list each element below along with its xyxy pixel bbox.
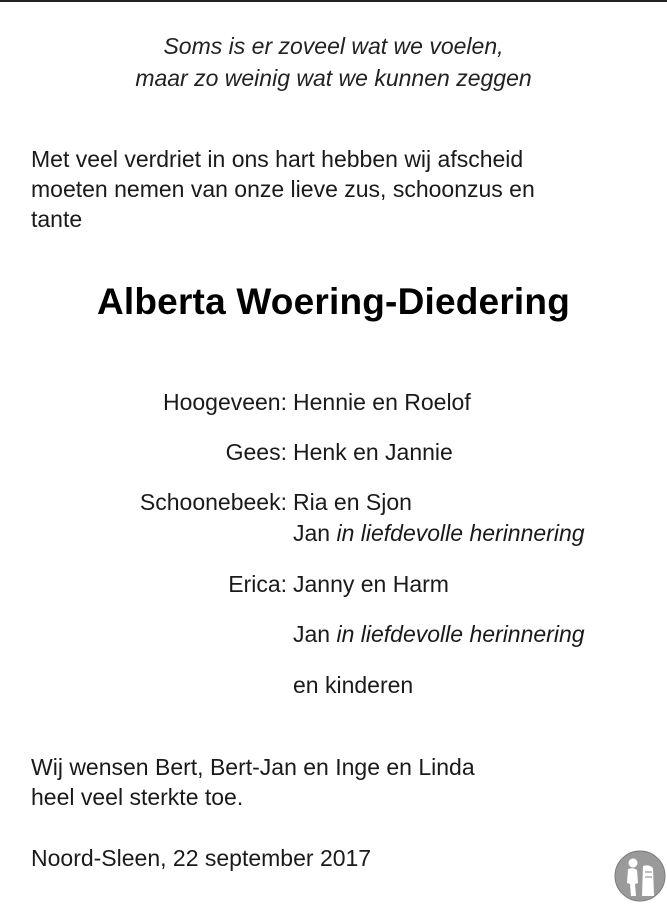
relative-memorial xyxy=(293,618,585,650)
relative-memorial xyxy=(293,517,585,549)
quote-line-2: maar zo weinig wat we kunnen zeggen xyxy=(135,65,532,91)
relative-names: Ria en Sjon xyxy=(293,489,412,515)
relative-names: Jan xyxy=(293,520,331,546)
opening-quote xyxy=(0,30,667,94)
relative-place: Hoogeveen: xyxy=(162,389,287,415)
memorial-figure-icon xyxy=(614,850,666,902)
place-date: Noord-Sleen, 22 september 2017 xyxy=(31,845,372,871)
deceased-name: Alberta Woering-Diedering xyxy=(96,281,571,322)
wish-line-1: Wij wensen Bert, Bert-Jan en Inge en Linda xyxy=(31,754,475,780)
relative-place: Gees: xyxy=(225,439,287,465)
intro-line-3: tante xyxy=(31,206,83,232)
relative-place: Schoonebeek: xyxy=(139,489,287,515)
quote-line-1: Soms is er zoveel wat we voelen, xyxy=(163,33,504,59)
relative-place: Erica: xyxy=(228,571,287,597)
top-divider xyxy=(0,0,667,2)
intro-line-2: moeten nemen van onze lieve zus, schoonzus en xyxy=(31,176,535,202)
relative-names: Janny en Harm xyxy=(293,571,449,597)
intro-text xyxy=(31,144,631,234)
wish-text xyxy=(31,752,631,812)
wish-line-2: heel veel sterkte toe. xyxy=(31,784,244,810)
relative-names: Henk en Jannie xyxy=(293,439,453,465)
intro-line-1: Met veel verdriet in ons hart hebben wij afscheid xyxy=(31,146,524,172)
relative-names: en kinderen xyxy=(293,672,414,698)
relative-note: in liefdevolle herinnering xyxy=(336,520,585,546)
relative-names: Hennie en Roelof xyxy=(293,389,471,415)
relative-note: in liefdevolle herinnering xyxy=(336,621,585,647)
relative-names: Jan xyxy=(293,621,331,647)
